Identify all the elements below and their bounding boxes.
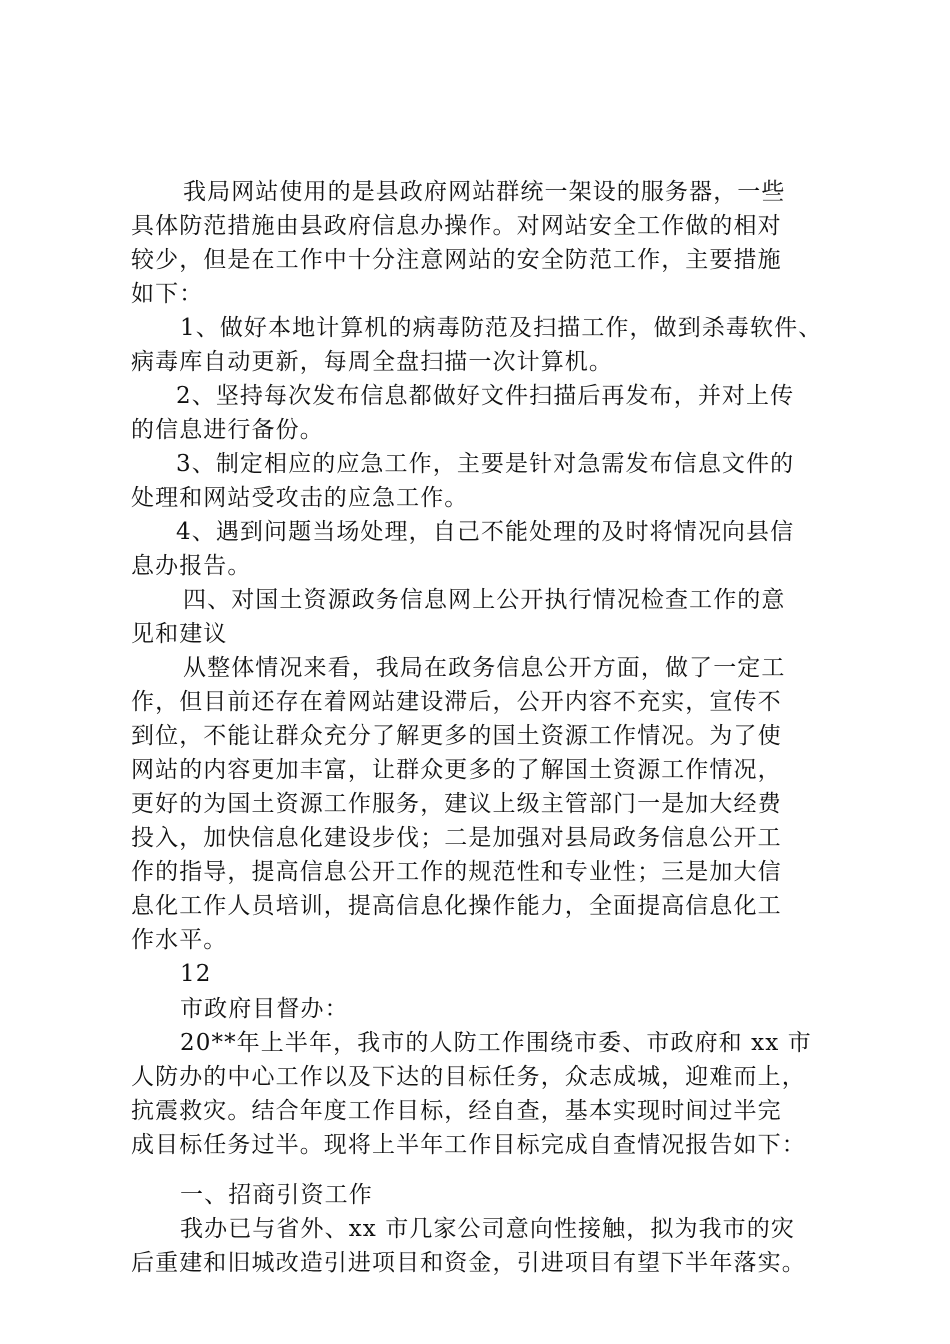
- text-line: 我办已与省外、xx 市几家公司意向性接触，拟为我市的灾: [180, 1216, 795, 1242]
- text-line: 后重建和旧城改造引进项目和资金，引进项目有望下半年落实。: [131, 1250, 806, 1276]
- text-line: 作，但目前还存在着网站建设滞后，公开内容不充实，宣传不: [131, 689, 782, 715]
- text-line: 2、坚持每次发布信息都做好文件扫描后再发布，并对上传: [176, 383, 795, 409]
- text-line: 12: [180, 961, 212, 987]
- text-line: 的信息进行备份。: [131, 417, 324, 443]
- text-line: 具体防范措施由县政府信息办操作。对网站安全工作做的相对: [131, 213, 782, 239]
- text-line: 如下：: [131, 281, 204, 307]
- text-line: 1、做好本地计算机的病毒防范及扫描工作，做到杀毒软件、: [180, 315, 823, 341]
- text-line: 20**年上半年，我市的人防工作围绕市委、市政府和 xx 市: [180, 1030, 812, 1056]
- section-heading: 四、对国土资源政务信息网上公开执行情况检查工作的意: [183, 587, 786, 613]
- text-line: 到位，不能让群众充分了解更多的国土资源工作情况。为了使: [131, 723, 782, 749]
- section-heading: 见和建议: [131, 621, 228, 647]
- text-line: 息化工作人员培训，提高信息化操作能力，全面提高信息化工: [131, 893, 782, 919]
- text-line: 4、遇到问题当场处理，自己不能处理的及时将情况向县信: [176, 519, 795, 545]
- text-line: 更好的为国土资源工作服务，建议上级主管部门一是加大经费: [131, 791, 782, 817]
- text-line: 成目标任务过半。现将上半年工作目标完成自查情况报告如下：: [131, 1132, 806, 1158]
- text-line: 较少，但是在工作中十分注意网站的安全防范工作，主要措施: [131, 247, 782, 273]
- text-line: 病毒库自动更新，每周全盘扫描一次计算机。: [131, 349, 613, 375]
- text-line: 处理和网站受攻击的应急工作。: [131, 485, 469, 511]
- text-line: 网站的内容更加丰富，让群众更多的了解国土资源工作情况，: [131, 757, 782, 783]
- text-line: 市政府目督办：: [180, 996, 349, 1022]
- text-line: 作的指导，提高信息公开工作的规范性和专业性；三是加大信: [131, 859, 782, 885]
- text-line: 作水平。: [131, 927, 228, 953]
- text-line: 从整体情况来看，我局在政务信息公开方面，做了一定工: [183, 655, 786, 681]
- text-line: 息办报告。: [131, 553, 252, 579]
- text-line: 3、制定相应的应急工作，主要是针对急需发布信息文件的: [176, 451, 795, 477]
- text-line: 抗震救灾。结合年度工作目标，经自查，基本实现时间过半完: [131, 1098, 782, 1124]
- text-line: 我局网站使用的是县政府网站群统一架设的服务器，一些: [183, 179, 786, 205]
- text-line: 人防办的中心工作以及下达的目标任务，众志成城，迎难而上，: [131, 1064, 806, 1090]
- section-heading: 一、招商引资工作: [180, 1182, 373, 1208]
- text-line: 投入，加快信息化建设步伐；二是加强对县局政务信息公开工: [131, 825, 782, 851]
